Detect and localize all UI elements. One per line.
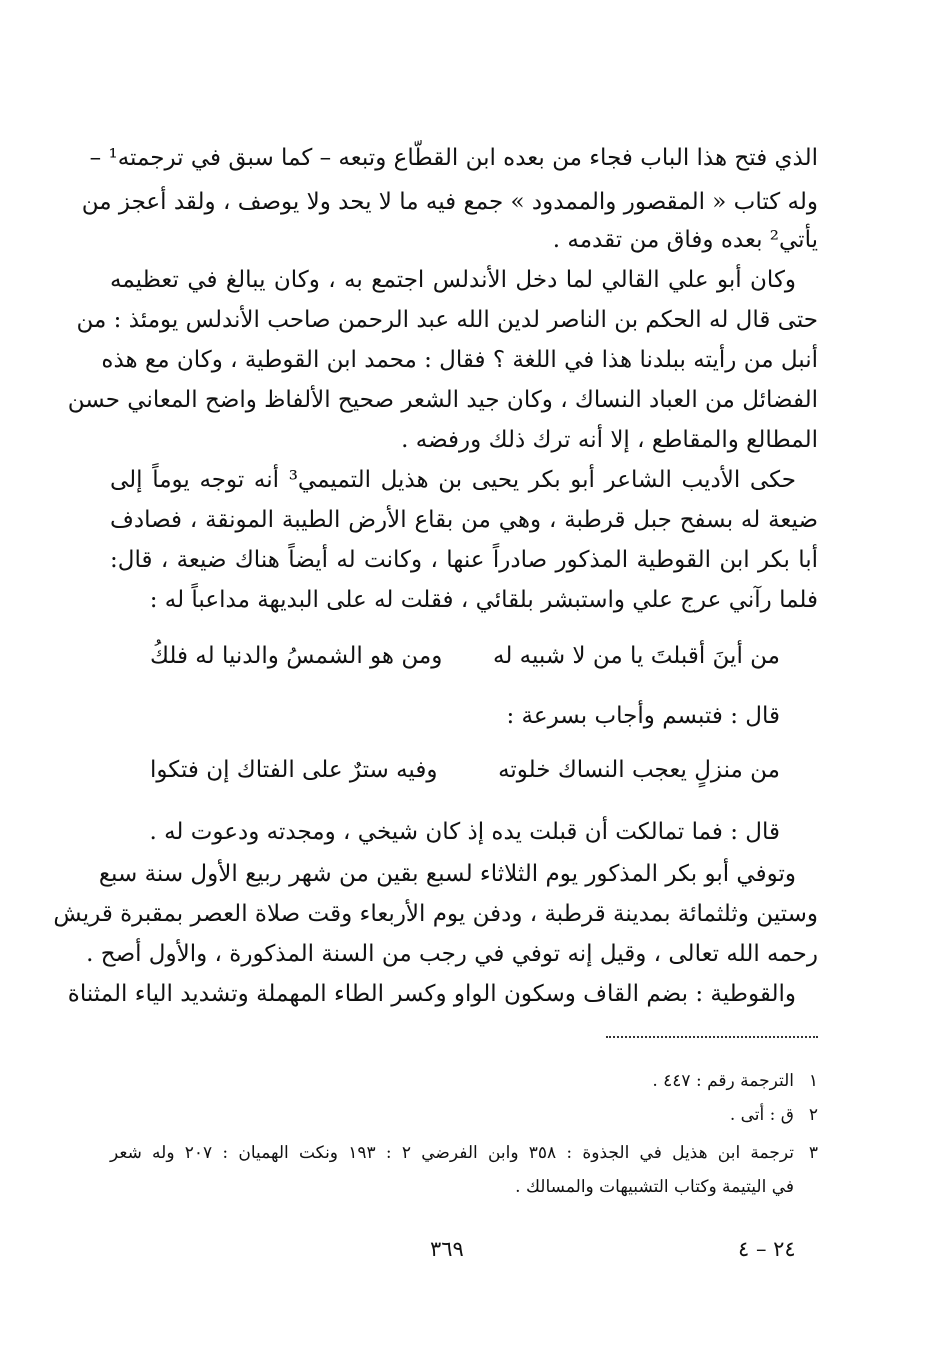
footnote-text: ق : أتى . <box>729 1105 794 1125</box>
footnote-separator <box>606 1036 818 1038</box>
verse-second-hemistich: ومن هو الشمسُ والدنيا له فلكُ <box>150 643 443 669</box>
footnote-text: ترجمة ابن هذيل في الجذوة : ٣٥٨ وابن الفرضي ٢ : ١٩٣ ونكت الهميان : ٢٠٧ وله شعر <box>110 1143 794 1163</box>
body-line: أنبل من رأيته ببلدنا هذا في اللغة ؟ فقال : محمد ابن القوطية ، وكان مع هذه <box>101 347 818 373</box>
verse <box>150 638 780 674</box>
narration-line: قال : فتبسم وأجاب بسرعة : <box>506 703 780 729</box>
footnote-text: الترجمة رقم : ٤٤٧ . <box>652 1071 794 1091</box>
body-line: حتى قال له الحكم بن الناصر لدين الله عبد الرحمن صاحب الأندلس يومئذ : من <box>76 307 818 333</box>
body-line: الذي فتح هذا الباب فجاء من بعده ابن القطّاع وتبعه – كما سبق في ترجمته¹ – <box>89 145 818 171</box>
footnote-number: ٣ <box>808 1143 818 1163</box>
verse-first-hemistich: من منزلٍ يعجب النساك خلوته <box>498 757 780 783</box>
body-line: وتوفي أبو بكر المذكور يوم الثلاثاء لسبع بقين من شهر ربيع الأول سنة سبع <box>98 861 796 887</box>
body-line: وكان أبو علي القالي لما دخل الأندلس اجتمع به ، وكان يبالغ في تعظيمه <box>110 267 796 293</box>
body-line: رحمه الله تعالى ، وقيل إنه توفي في رجب من السنة المذكورة ، والأول أصح . <box>86 941 818 967</box>
verse-first-hemistich: من أينَ أقبلتَ يا من لا شبيه له <box>492 643 780 669</box>
body-line: أبا بكر ابن القوطية المذكور صادراً عنها ، وكانت له أيضاً هناك ضيعة ، قال: <box>110 547 818 573</box>
body-line: حكى الأديب الشاعر أبو بكر يحيى بن هذيل التميمي³ أنه توجه يوماً إلى <box>110 467 796 493</box>
footnote-text: في اليتيمة وكتاب التشبيهات والمسالك . <box>515 1177 794 1197</box>
footnote-number: ١ <box>808 1071 818 1091</box>
footnote-continuation <box>110 1172 818 1202</box>
body-line: المطالع والمقاطع ، إلا أنه ترك ذلك ورفضه . <box>401 427 818 453</box>
body-line: والقوطية : بضم القاف وسكون الواو وكسر الطاء المهملة وتشديد الياء المثناة <box>67 981 796 1007</box>
page-number: ٣٦٩ <box>430 1237 464 1261</box>
body-line: وستين وثلثمائة بمدينة قرطبة ، ودفن يوم الأربعاء وقت صلاة العصر بمقبرة قريش <box>53 901 818 927</box>
footnote-number: ٢ <box>808 1105 818 1125</box>
verse <box>150 752 780 788</box>
signature-mark: ٢٤ – ٤ <box>738 1237 796 1261</box>
body-line: وله كتاب « المقصور والممدود » جمع فيه ما لا يحد ولا يوصف ، ولقد أعجز من <box>81 189 818 215</box>
body-line: يأتي² بعده وفاق من تقدمه . <box>552 227 818 253</box>
verse-second-hemistich: وفيه سترٌ على الفتاك إن فتكوا <box>150 757 438 783</box>
footnote <box>110 1066 818 1096</box>
body-line: فلما رآني عرج علي واستبشر بلقائي ، فقلت له على البديهة مداعباً له : <box>149 587 818 613</box>
narration-line: قال : فما تمالكت أن قبلت يده إذ كان شيخي ، ومجدته ودعوت له . <box>149 819 780 845</box>
footnote <box>110 1100 818 1130</box>
body-line: الفضائل من العباد النساك ، وكان جيد الشعر صحيح الألفاظ واضح المعاني حسن <box>67 387 818 413</box>
footnote <box>110 1138 818 1168</box>
body-line: ضيعة له بسفح جبل قرطبة ، وهي من بقاع الأرض الطيبة المونقة ، فصادف <box>110 507 818 533</box>
